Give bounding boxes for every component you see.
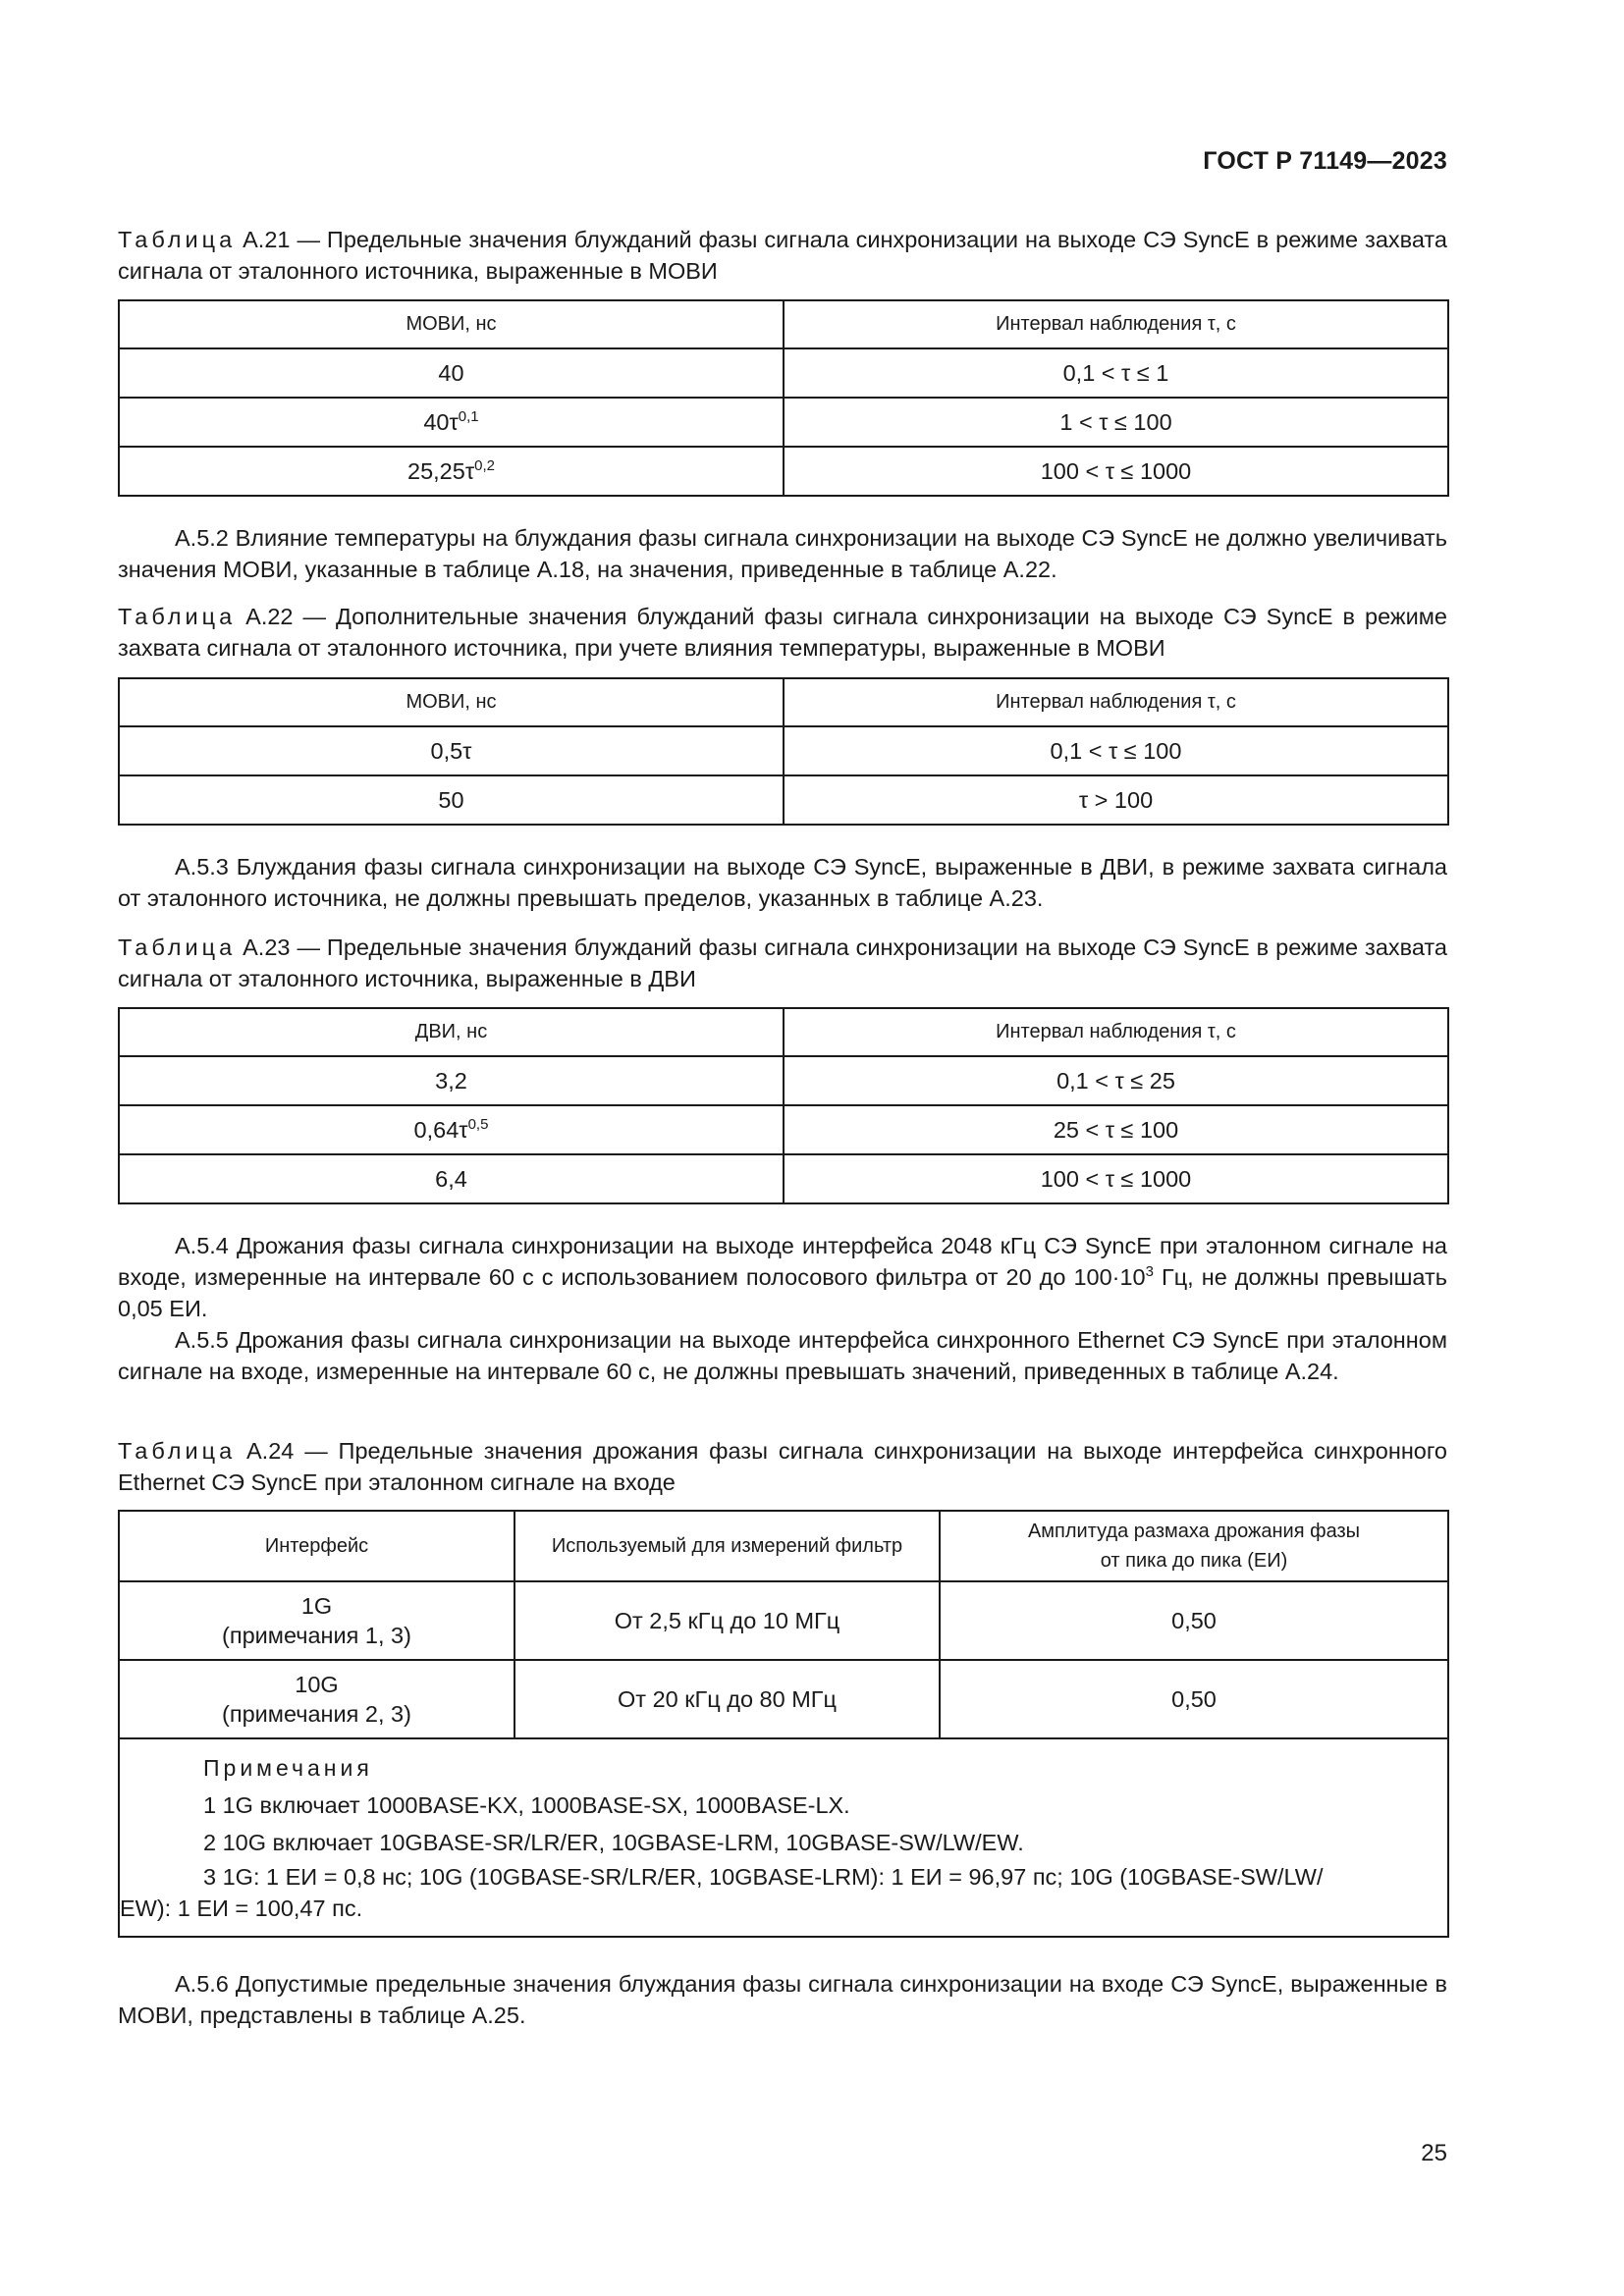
note-item: 1 1G включает 1000BASE-KX, 1000BASE-SX, 1000BASE-LX. [203,1792,850,1818]
column-header: Используемый для измерений фильтр [514,1511,940,1581]
interval-value: 25 < τ ≤ 100 [784,1105,1448,1154]
table-row [119,726,1448,775]
filter-cell: От 2,5 кГц до 10 МГц [514,1581,940,1660]
caption-label: Таблица [118,604,237,629]
note-item: 3 1G: 1 ЕИ = 0,8 нс; 10G (10GBASE-SR/LR/ER, 10GBASE-LRM): 1 ЕИ = 96,97 пс; 10G (10GBASE-SW/LW/ EW): 1 ЕИ = 100,47 пс. [120,1864,1324,1921]
table-a22 [118,677,1449,826]
table-row [119,1154,1448,1203]
table-row [119,1105,1448,1154]
column-header: МОВИ, нс [119,678,784,726]
page-number: 25 [1421,2140,1447,2166]
amplitude-cell: 0,50 [940,1660,1448,1738]
movi-value: $40\tau^{0,1}$ [119,398,784,447]
interval-value: 0,1 < τ ≤ 100 [784,726,1448,775]
caption-text: А.24 — Предельные значения дрожания фазы сигнала синхронизации на выходе интерфейса синхронного Ethernet СЭ SyncE при эталонном сигнале на входе [118,1438,1447,1495]
table-row [119,775,1448,825]
movi-value: 0,5τ [119,726,784,775]
paragraph-a55: А.5.5 Дрожания фазы сигнала синхронизации на выходе интерфейса синхронного Ethernet СЭ SyncE при эталонном сигнале на входе, измеренные на интервале 60 с, не должны превышать значений, приведенных в таблице А.24. [118,1327,1447,1384]
dvi-value: 6,4 [119,1154,784,1203]
table-a24-caption [118,1435,1447,1498]
table-a24 [118,1510,1449,1938]
interface-cell: 10G (примечания 2, 3) [119,1660,514,1738]
paragraph-a56: А.5.6 Допустимые предельные значения блуждания фазы сигнала синхронизации на входе СЭ SyncE, выраженные в МОВИ, представлены в таблице А.25. [118,1971,1447,2028]
caption-text: А.22 — Дополнительные значения блужданий фазы сигнала синхронизации на выходе СЭ SyncE в режиме захвата сигнала от эталонного источника, при учете влияния температуры, выраженные в МОВИ [118,604,1447,661]
caption-text: А.23 — Предельные значения блужданий фазы сигнала синхронизации на выходе СЭ SyncE в режиме захвата сигнала от эталонного источника, выраженные в ДВИ [118,934,1447,991]
interval-value: 1 < τ ≤ 100 [784,398,1448,447]
paragraph-a54: А.5.4 Дрожания фазы сигнала синхронизации на выходе интерфейса 2048 кГц СЭ SyncE при эталонном сигнале на входе, измеренные на интервале 60 с с использованием полосового фильтра от 20 до $100\cdot 10^3$ Гц, не должны превышать 0,05 ЕИ. [118,1233,1447,1321]
table-row [119,348,1448,398]
movi-value: 40 [119,348,784,398]
table-a21-caption [118,224,1447,287]
table-a23-caption [118,932,1447,994]
caption-label: Таблица [118,1438,237,1464]
column-header: Амплитуда размаха дрожания фазы от пика до пика (ЕИ) [940,1511,1448,1581]
notes-title: Примечания [203,1755,373,1781]
caption-label: Таблица [118,934,237,960]
interval-value: τ > 100 [784,775,1448,825]
interval-value: 0,1 < τ ≤ 25 [784,1056,1448,1105]
table-a23 [118,1007,1449,1204]
table-header-row [119,1511,1448,1581]
column-header: Интерфейс [119,1511,514,1581]
table-row [119,447,1448,496]
table-header-row [119,678,1448,726]
column-header: МОВИ, нс [119,300,784,348]
movi-value: 50 [119,775,784,825]
notes-row [119,1738,1448,1937]
dvi-value: $0,64\tau^{0,5}$ [119,1105,784,1154]
interface-cell: 1G (примечания 1, 3) [119,1581,514,1660]
interval-value: 100 < τ ≤ 1000 [784,1154,1448,1203]
caption-label: Таблица [118,227,237,252]
document-standard-number: ГОСТ Р 71149—2023 [1203,147,1447,175]
paragraph-a52: А.5.2 Влияние температуры на блуждания фазы сигнала синхронизации на выходе СЭ SyncE не должно увеличивать значения МОВИ, указанные в таблице А.18, на значения, приведенные в таблице А.22. [118,525,1447,582]
dvi-value: 3,2 [119,1056,784,1105]
table-row [119,398,1448,447]
table-row [119,1660,1448,1738]
interval-value: 0,1 < τ ≤ 1 [784,348,1448,398]
table-a22-caption [118,601,1447,664]
table-header-row [119,1008,1448,1056]
table-header-row [119,300,1448,348]
interval-value: 100 < τ ≤ 1000 [784,447,1448,496]
movi-value: $25,25\tau^{0,2}$ [119,447,784,496]
filter-cell: От 20 кГц до 80 МГц [514,1660,940,1738]
amplitude-cell: 0,50 [940,1581,1448,1660]
column-header: Интервал наблюдения τ, с [784,300,1448,348]
paragraph-a53: А.5.3 Блуждания фазы сигнала синхронизации на выходе СЭ SyncE, выраженные в ДВИ, в режиме захвата сигнала от эталонного источника, не должны превышать пределов, указанных в таблице А.23. [118,854,1447,911]
table-row [119,1581,1448,1660]
table-row [119,1056,1448,1105]
column-header: Интервал наблюдения τ, с [784,1008,1448,1056]
column-header: ДВИ, нс [119,1008,784,1056]
table-a21 [118,299,1449,497]
notes-cell [119,1738,1448,1937]
caption-text: А.21 — Предельные значения блужданий фазы сигнала синхронизации на выходе СЭ SyncE в режиме захвата сигнала от эталонного источника, выраженные в МОВИ [118,227,1447,284]
note-item: 2 10G включает 10GBASE-SR/LR/ER, 10GBASE-LRM, 10GBASE-SW/LW/EW. [203,1830,1024,1855]
column-header: Интервал наблюдения τ, с [784,678,1448,726]
